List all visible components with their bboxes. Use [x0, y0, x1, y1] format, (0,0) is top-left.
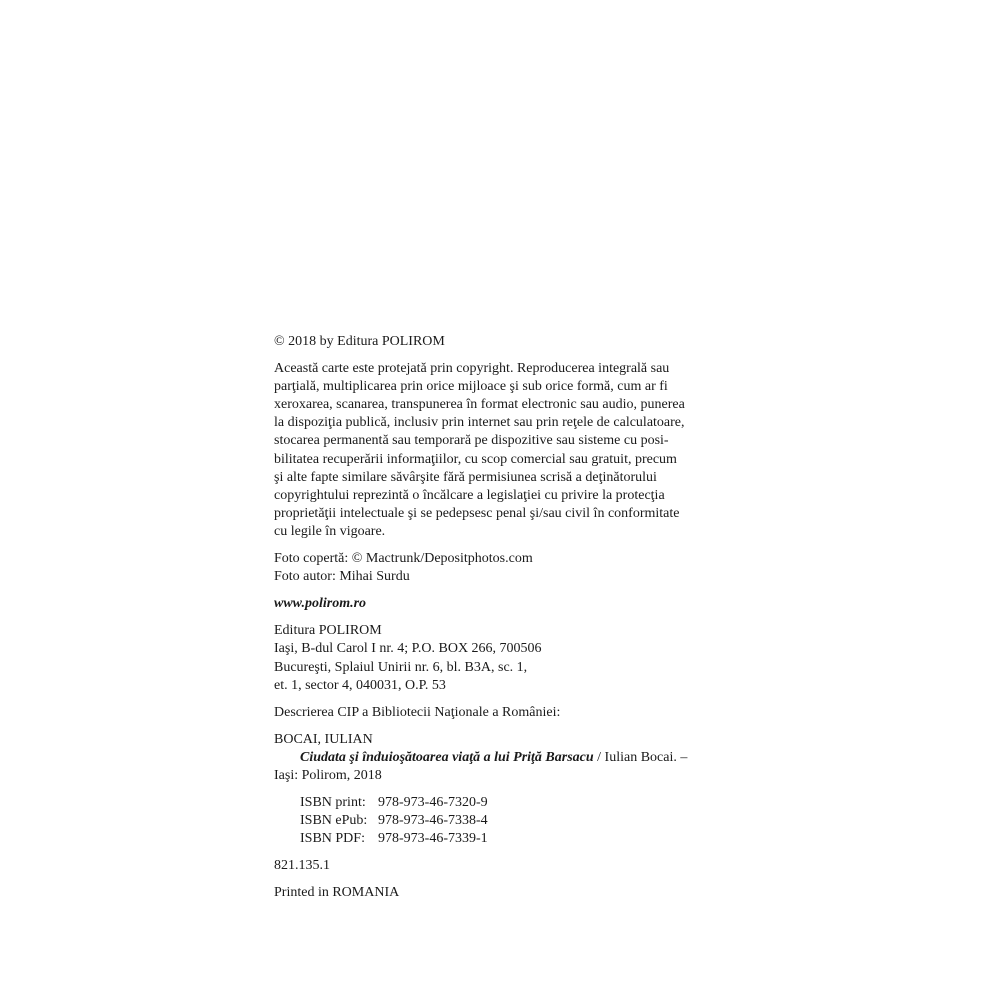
cip-title-line: [274, 749, 726, 767]
legal-line: şi alte fapte similare săvârşite fără permisiunea scrisă a deţinătorului: [274, 469, 657, 485]
isbn-list: [274, 794, 726, 848]
legal-line: copyrightului reprezintă o încălcare a legislaţiei cu privire la protecţia: [274, 487, 665, 503]
publisher-name: Editura POLIROM: [274, 623, 382, 639]
isbn-pdf: [300, 830, 726, 848]
legal-line: cu legile în vigoare.: [274, 523, 386, 539]
author-photo-credit: Foto autor: Mihai Surdu: [274, 569, 410, 585]
colophon-page: [274, 333, 726, 903]
classification-code: 821.135.1: [274, 858, 330, 874]
photo-credits: [274, 550, 726, 586]
legal-line: parţială, multiplicarea prin orice mijloace şi sub orice formă, cum ar fi: [274, 379, 668, 395]
isbn-value: 978-973-46-7320-9: [378, 795, 488, 811]
address-bucuresti-cont: et. 1, sector 4, 040031, O.P. 53: [274, 677, 446, 693]
isbn-value: 978-973-46-7338-4: [378, 813, 488, 829]
isbn-print: [300, 794, 726, 812]
isbn-label: ISBN print:: [300, 795, 366, 811]
book-title: Ciudata şi înduioşătoarea viaţă a lui Priţă Barsacu: [300, 749, 594, 765]
legal-line: stocarea permanentă sau temporară pe dispozitive sau sisteme cu posi-: [274, 433, 669, 449]
isbn-epub: [300, 812, 726, 830]
isbn-value: 978-973-46-7339-1: [378, 831, 488, 847]
legal-line: Această carte este protejată prin copyright. Reproducerea integrală sau: [274, 361, 670, 377]
legal-notice: [274, 360, 726, 541]
address-iasi: Iaşi, B-dul Carol I nr. 4; P.O. BOX 266, 700506: [274, 641, 542, 657]
book-title-rest: / Iulian Bocai. –: [593, 749, 688, 765]
cip-record: [274, 731, 726, 785]
isbn-label: ISBN ePub:: [300, 813, 368, 829]
printed-in: Printed in ROMANIA: [274, 885, 400, 901]
cip-author: BOCAI, IULIAN: [274, 731, 373, 747]
copyright-line: © 2018 by Editura POLIROM: [274, 334, 445, 349]
cip-imprint: Iaşi: Polirom, 2018: [274, 767, 382, 783]
isbn-label: ISBN PDF:: [300, 831, 365, 847]
website-link[interactable]: www.polirom.ro: [274, 596, 367, 612]
legal-line: proprietăţii intelectuale şi se pedepsesc penal şi/sau civil în conformitate: [274, 505, 680, 521]
publisher-address: [274, 622, 726, 694]
address-bucuresti: Bucureşti, Splaiul Unirii nr. 6, bl. B3A, sc. 1,: [274, 659, 528, 675]
legal-line: bilitatea recuperării informaţiilor, cu scop comercial sau gratuit, precum: [274, 451, 677, 467]
legal-line: xeroxarea, scanarea, transpunerea în format electronic sau audio, punerea: [274, 397, 685, 413]
cover-photo-credit: Foto copertă: © Mactrunk/Depositphotos.com: [274, 551, 533, 567]
cip-heading: Descrierea CIP a Bibliotecii Naţionale a României:: [274, 704, 561, 720]
legal-line: la dispoziţia publică, inclusiv prin internet sau prin reţele de calculatoare,: [274, 415, 685, 431]
